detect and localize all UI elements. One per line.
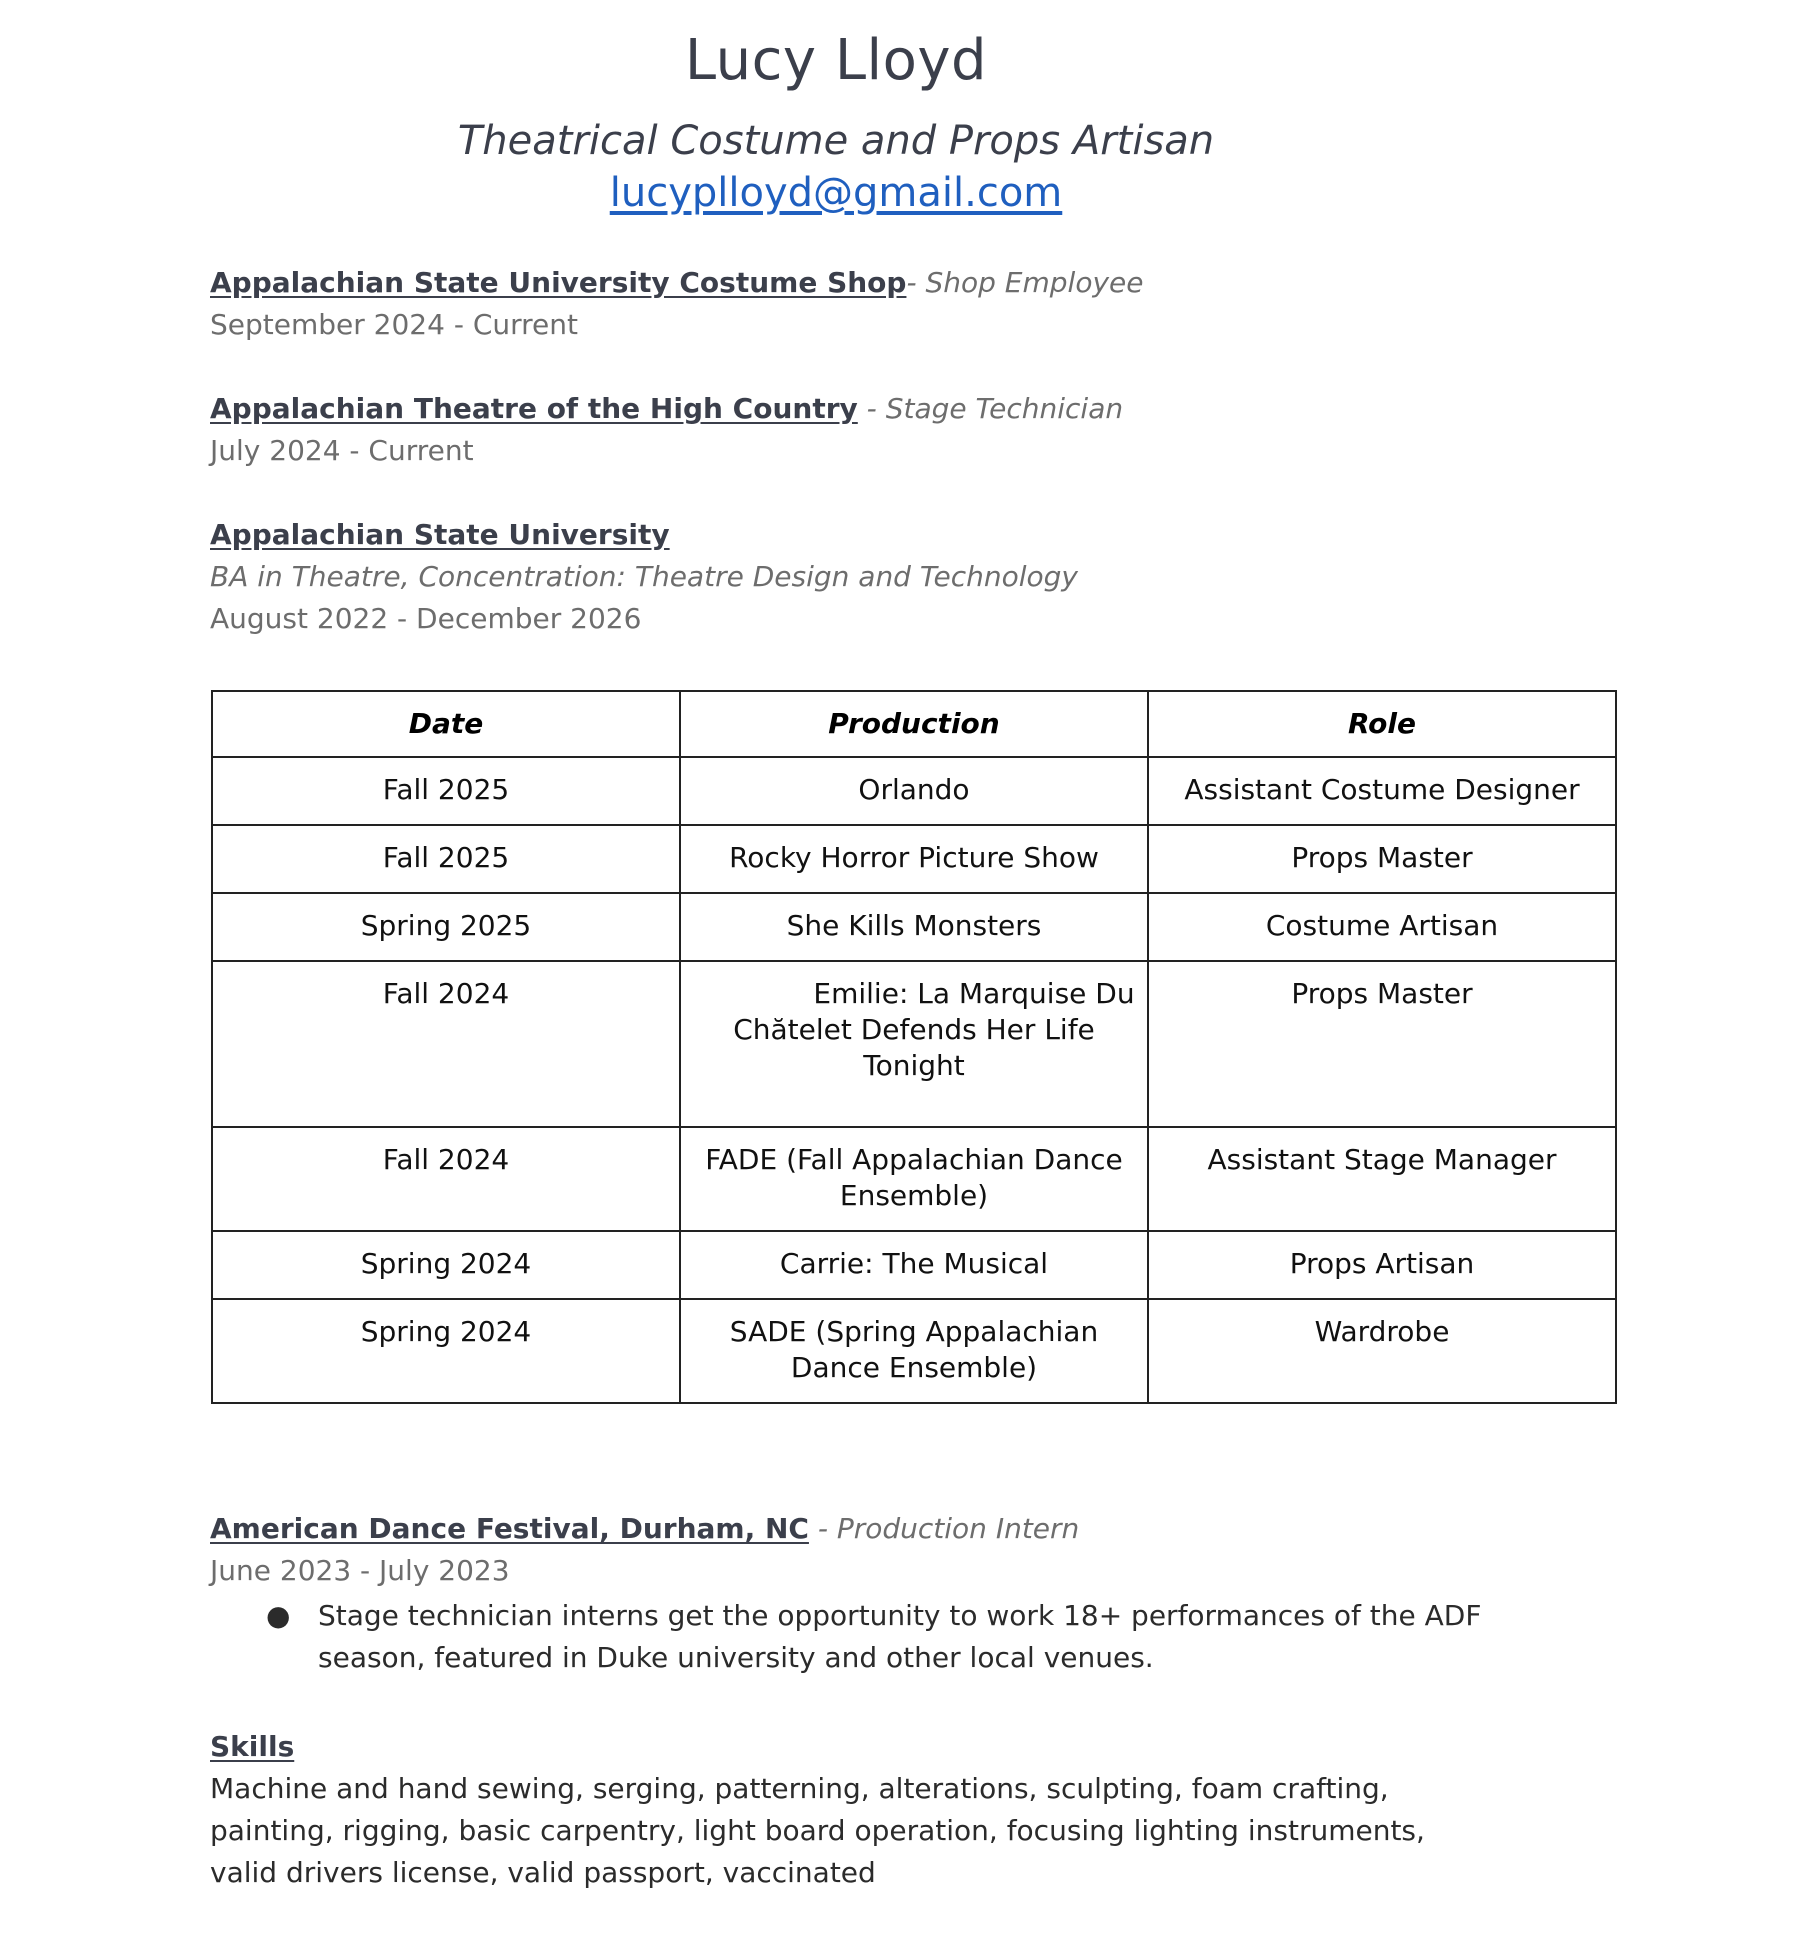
email-line — [0, 170, 1672, 216]
job-title: Stage Technician — [885, 392, 1124, 425]
column-header-role: Role — [1148, 691, 1616, 757]
experience-entry — [210, 388, 1610, 472]
job-title: Production Intern — [836, 1512, 1080, 1545]
employer-name: American Dance Festival, Durham, NC — [210, 1512, 809, 1545]
employment-dates: July 2024 - Current — [210, 434, 474, 467]
production-credits-table — [211, 690, 1617, 1404]
cell-date: Fall 2024 — [212, 961, 680, 1127]
cell-production: FADE (Fall Appalachian Dance Ensemble) — [680, 1127, 1148, 1231]
degree: BA in Theatre, Concentration: Theatre Design and Technology — [210, 560, 1078, 593]
cell-production — [680, 961, 1148, 1127]
separator: - — [906, 266, 926, 299]
cell-role: Wardrobe — [1148, 1299, 1616, 1403]
cell-role: Props Master — [1148, 961, 1616, 1127]
skills-text: Machine and hand sewing, serging, patterning, alterations, sculpting, foam crafting, painting, rigging, basic carpentry, light board operation, focusing lighting instruments, valid drivers license, valid passport, vaccinated — [210, 1772, 1425, 1889]
column-header-production: Production — [680, 691, 1148, 757]
production-line: Tonight — [863, 1049, 965, 1082]
table-row — [212, 1299, 1616, 1403]
cell-production: Carrie: The Musical — [680, 1231, 1148, 1299]
employment-dates: September 2024 - Current — [210, 308, 578, 341]
separator: - — [808, 1512, 837, 1545]
internship-dates: June 2023 - July 2023 — [210, 1554, 510, 1587]
internship-bullets — [210, 1595, 1510, 1679]
email-link[interactable]: lucyplloyd@gmail.com — [609, 170, 1063, 216]
table-header-row — [212, 691, 1616, 757]
production-line: Emilie: La Marquise Du — [813, 977, 1135, 1010]
cell-date: Fall 2025 — [212, 757, 680, 825]
cell-role: Assistant Costume Designer — [1148, 757, 1616, 825]
cell-date: Spring 2025 — [212, 893, 680, 961]
cell-role: Props Master — [1148, 825, 1616, 893]
table-row — [212, 757, 1616, 825]
cell-role: Assistant Stage Manager — [1148, 1127, 1616, 1231]
skills-section — [210, 1726, 1610, 1894]
cell-date: Fall 2024 — [212, 1127, 680, 1231]
cell-production: She Kills Monsters — [680, 893, 1148, 961]
table-row — [212, 1231, 1616, 1299]
internship-entry — [210, 1508, 1610, 1592]
separator: - — [857, 392, 886, 425]
table-row — [212, 825, 1616, 893]
cell-role: Props Artisan — [1148, 1231, 1616, 1299]
education-entry — [210, 514, 1610, 640]
table-row — [212, 961, 1616, 1127]
bullet-icon: ● — [266, 1599, 291, 1632]
cell-role: Costume Artisan — [1148, 893, 1616, 961]
experience-entry — [210, 262, 1610, 346]
cell-date: Spring 2024 — [212, 1231, 680, 1299]
list-item — [210, 1595, 1510, 1679]
employer-name: Appalachian Theatre of the High Country — [210, 392, 858, 425]
table-row — [212, 1127, 1616, 1231]
table-row — [212, 893, 1616, 961]
employer-name: Appalachian State University Costume Shop — [210, 266, 907, 299]
school-name: Appalachian State University — [210, 518, 670, 551]
production-line: Chătelet Defends Her Life — [733, 1013, 1095, 1046]
column-header-date: Date — [212, 691, 680, 757]
cell-production: Orlando — [680, 757, 1148, 825]
resume-subtitle: Theatrical Costume and Props Artisan — [457, 118, 1215, 164]
cell-date: Fall 2025 — [212, 825, 680, 893]
cell-production: SADE (Spring Appalachian Dance Ensemble) — [680, 1299, 1148, 1403]
education-dates: August 2022 - December 2026 — [210, 602, 642, 635]
cell-date: Spring 2024 — [212, 1299, 680, 1403]
bullet-text: Stage technician interns get the opportunity to work 18+ performances of the ADF season, featured in Duke university and other local venues. — [318, 1599, 1482, 1674]
job-title: Shop Employee — [925, 266, 1144, 299]
cell-production: Rocky Horror Picture Show — [680, 825, 1148, 893]
resume-name: Lucy Lloyd — [684, 28, 988, 93]
skills-heading: Skills — [210, 1730, 295, 1763]
